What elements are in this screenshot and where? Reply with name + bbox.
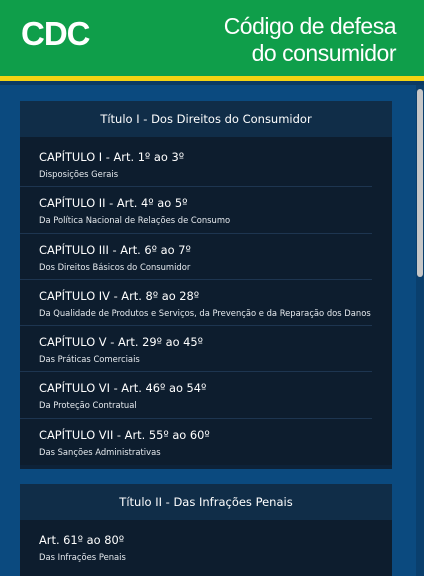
chapter-label: CAPÍTULO IV - Art. 8º ao 28º (39, 288, 200, 303)
chapter-item-penal[interactable] (20, 524, 372, 570)
chapter-subtitle: Da Proteção Contratual (39, 400, 137, 411)
chapter-item-3[interactable] (20, 234, 372, 280)
chapter-item-1[interactable] (20, 141, 372, 187)
section-card-titulo-1 (20, 101, 392, 469)
chapter-label: CAPÍTULO V - Art. 29º ao 45º (39, 335, 204, 350)
chapter-label: CAPÍTULO III - Art. 6º ao 7º (39, 242, 191, 257)
section-title: Título II - Das Infrações Penais (20, 484, 392, 520)
chapter-subtitle: Da Qualidade de Produtos e Serviços, da Prevenção e da Reparação dos Danos (39, 307, 371, 318)
section-title: Título I - Dos Direitos do Consumidor (20, 101, 392, 137)
chapter-item-4[interactable] (20, 280, 372, 326)
chapter-item-2[interactable] (20, 187, 372, 233)
app-title-line-2: do consumidor (251, 40, 396, 66)
app-title-line-1: Código de defesa (223, 13, 396, 39)
chapter-item-7[interactable] (20, 419, 372, 465)
chapter-subtitle: Dos Direitos Básicos do Consumidor (39, 261, 191, 272)
chapter-label: CAPÍTULO I - Art. 1º ao 3º (39, 150, 185, 164)
chapter-label: Art. 61º ao 80º (39, 533, 125, 547)
chapter-label: CAPÍTULO II - Art. 4º ao 5º (39, 196, 188, 211)
chapter-subtitle: Das Infrações Penais (39, 552, 126, 562)
chapter-subtitle: Das Sanções Administrativas (39, 446, 161, 457)
chapter-subtitle: Da Política Nacional de Relações de Consumo (39, 215, 231, 226)
chapter-list (20, 137, 392, 465)
app-title (224, 13, 396, 67)
chapter-label: CAPÍTULO VII - Art. 55º ao 60º (39, 427, 210, 442)
chapter-item-5[interactable] (20, 326, 372, 372)
app-header (0, 0, 424, 76)
scrollbar[interactable] (416, 85, 424, 576)
chapter-item-6[interactable] (20, 372, 372, 418)
scrollbar-thumb[interactable] (417, 89, 423, 277)
section-card-titulo-2 (20, 484, 392, 576)
chapter-subtitle: Das Práticas Comerciais (39, 354, 140, 365)
chapter-subtitle: Disposições Gerais (39, 169, 119, 179)
header-dark-stripe (0, 81, 424, 85)
app-logo: CDC (21, 15, 90, 52)
chapter-label: CAPÍTULO VI - Art. 46º ao 54º (39, 381, 207, 396)
chapter-list (20, 520, 392, 576)
